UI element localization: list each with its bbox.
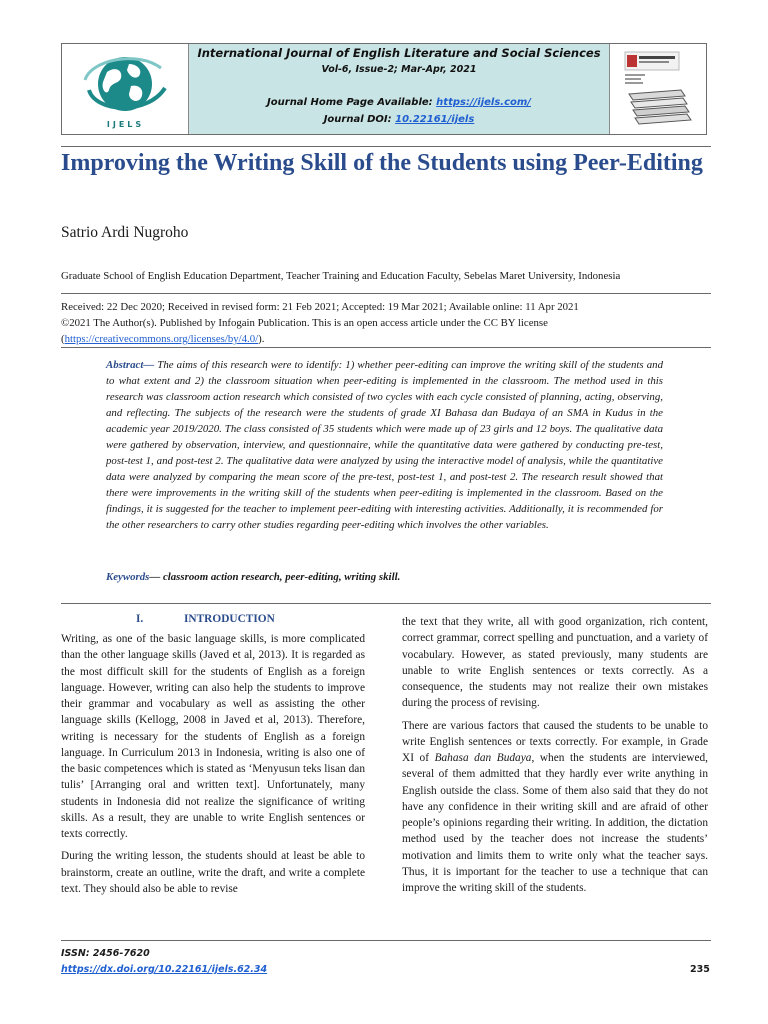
journal-cover bbox=[611, 44, 707, 134]
paren-open: ( bbox=[61, 333, 65, 345]
keywords-text: classroom action research, peer-editing, writing skill. bbox=[162, 571, 401, 583]
paragraph bbox=[402, 718, 708, 897]
issn: ISSN: 2456-7620 bbox=[61, 948, 150, 959]
body-column-right bbox=[402, 614, 708, 902]
license-line: ©2021 The Author(s). Published by Infogain Publication. This is an open access article under the CC BY license bbox=[61, 317, 548, 329]
journal-home-line bbox=[189, 97, 609, 108]
section-title: INTRODUCTION bbox=[184, 613, 275, 625]
license-link-line bbox=[61, 331, 711, 347]
keywords bbox=[106, 571, 400, 583]
page-number: 235 bbox=[690, 964, 710, 975]
journal-info bbox=[189, 44, 610, 134]
journal-cover-icon bbox=[619, 50, 701, 130]
abstract-dash: — bbox=[143, 359, 158, 371]
abstract bbox=[106, 357, 663, 534]
abstract-label: Abstract bbox=[106, 359, 144, 371]
article-doi-link[interactable]: https://dx.doi.org/10.22161/ijels.62.34 bbox=[61, 964, 268, 975]
keywords-label: Keywords bbox=[106, 571, 150, 583]
footer-rule bbox=[61, 940, 711, 941]
logo-text: IJELS bbox=[106, 120, 145, 129]
home-label: Journal Home Page Available: bbox=[267, 97, 437, 108]
keywords-dash: — bbox=[149, 571, 163, 583]
received-dates: Received: 22 Dec 2020; Received in revised form: 21 Feb 2021; Accepted: 19 Mar 2021; Available online: 11 Apr 2021 bbox=[61, 301, 579, 313]
article-history bbox=[61, 299, 711, 347]
paragraph-text: There are various factors that caused the students to be unable to write English sentences or texts correctly. For example, in Grade XI of bbox=[402, 719, 708, 764]
section-number: I. bbox=[136, 613, 144, 625]
paragraph: the text that they write, all with good organization, rich content, correct grammar, correct spelling and punctuation, and a variety of vocabulary. However, as stated previously, many students are unable to write English sentences or texts correctly. As a consequence, the students may not realize their own mistakes during the process of revising. bbox=[402, 616, 708, 710]
home-link[interactable]: https://ijels.com/ bbox=[436, 97, 531, 108]
paragraph-text: , when the students are interviewed, several of them admitted that they hardly ever write anything in English outside the class. Some of them also said that they do not have any confidence in their writing skill and are afraid of other people’s opinions regarding their writing. In addition, the dictation method used by the teacher does not increase the students’ motivation and limits them to write only what the teacher says. Thus, it is important for the teacher to use a technique that can improve the writing skill of the students. bbox=[402, 752, 709, 894]
paragraph: During the writing lesson, the students should at least be able to brainstorm, create an outline, write the draft, and write a complete text. They should also be able to revise bbox=[61, 850, 365, 895]
paragraph: Writing, as one of the basic language skills, is more complicated than the other language skills (Javed et al, 2013). It is regarded as the most difficult skill for the students of English as a foreign language. However, writing can also help the students to improve their grammar and vocabulary as well as assisting the other language skills (Kellogg, 2008 in Javed et al, 2013). Therefore, writing is necessary for the students of English as a foreign language. In Curriculum 2013 in Indonesia, writing is also one of the basic competences which is stated as ‘Menyusun teks lisan dan tulis’ [Arranging oral and written text]. Unfortunately, many students in Indonesia did not realize the significance of writing skills. As a result, they are unable to write English sentences or texts correctly. bbox=[61, 633, 365, 840]
meta-rule-top bbox=[61, 293, 711, 294]
journal-doi-line bbox=[189, 114, 609, 125]
journal-logo bbox=[62, 44, 189, 134]
license-link[interactable]: https://creativecommons.org/licenses/by/4.0/ bbox=[64, 333, 259, 345]
doi-label: Journal DOI: bbox=[323, 114, 396, 125]
paren-close: ). bbox=[258, 333, 265, 345]
journal-title: International Journal of English Literature and Social Sciences bbox=[197, 46, 601, 60]
globe-logo-icon bbox=[77, 50, 173, 122]
doi-link[interactable]: 10.22161/ijels bbox=[395, 114, 475, 125]
section-heading bbox=[136, 613, 275, 625]
paper-title: Improving the Writing Skill of the Students using Peer-Editing bbox=[61, 150, 703, 176]
author-affiliation: Graduate School of English Education Department, Teacher Training and Education Faculty, Sebelas Maret University, Indonesia bbox=[61, 270, 621, 282]
journal-volume: Vol-6, Issue-2; Mar-Apr, 2021 bbox=[321, 64, 477, 75]
body-column-left bbox=[61, 631, 365, 903]
meta-rule-bottom bbox=[61, 347, 711, 348]
abstract-rule-bottom bbox=[61, 603, 711, 604]
journal-header bbox=[61, 43, 707, 135]
author-name: Satrio Ardi Nugroho bbox=[61, 224, 189, 241]
abstract-text: The aims of this research were to identify: 1) whether peer-editing can improve the writing skill of the students and to what extent and 2) the classroom situation when peer-editing is implemented in the classroom. The method used in this research was classroom action research which consisted of two cycles with each cycle consisted of planning, acting, observing, and reflecting. The subjects of the research were the students of grade XI Bahasa dan Budaya of an SMA in Kudus in the academic year 2019/2020. The class consisted of 35 students which were made up of 23 girls and 12 boys. The qualitative data were gathered by observation, interview, and questionnaire, while the quantitative data were gathered by conducting pre-test, post-test 1, and post-test 2. The qualitative data were analyzed by using the interactive model of analysis, while the quantitative data were analyzed by comparing the mean score of the pre-test, post-test 1, and post-test 2. The research result showed that there were improvements in the writing skill of the students when peer-editing is implemented in the classroom. Based on the findings, it is suggested for the teacher to implement peer-editing with interesting activities. Additionally, it is recommended for the other researchers to carry other studies regarding peer-editing which involves the other variables. bbox=[106, 359, 663, 532]
emphasis-text: Bahasa dan Budaya bbox=[434, 752, 532, 764]
